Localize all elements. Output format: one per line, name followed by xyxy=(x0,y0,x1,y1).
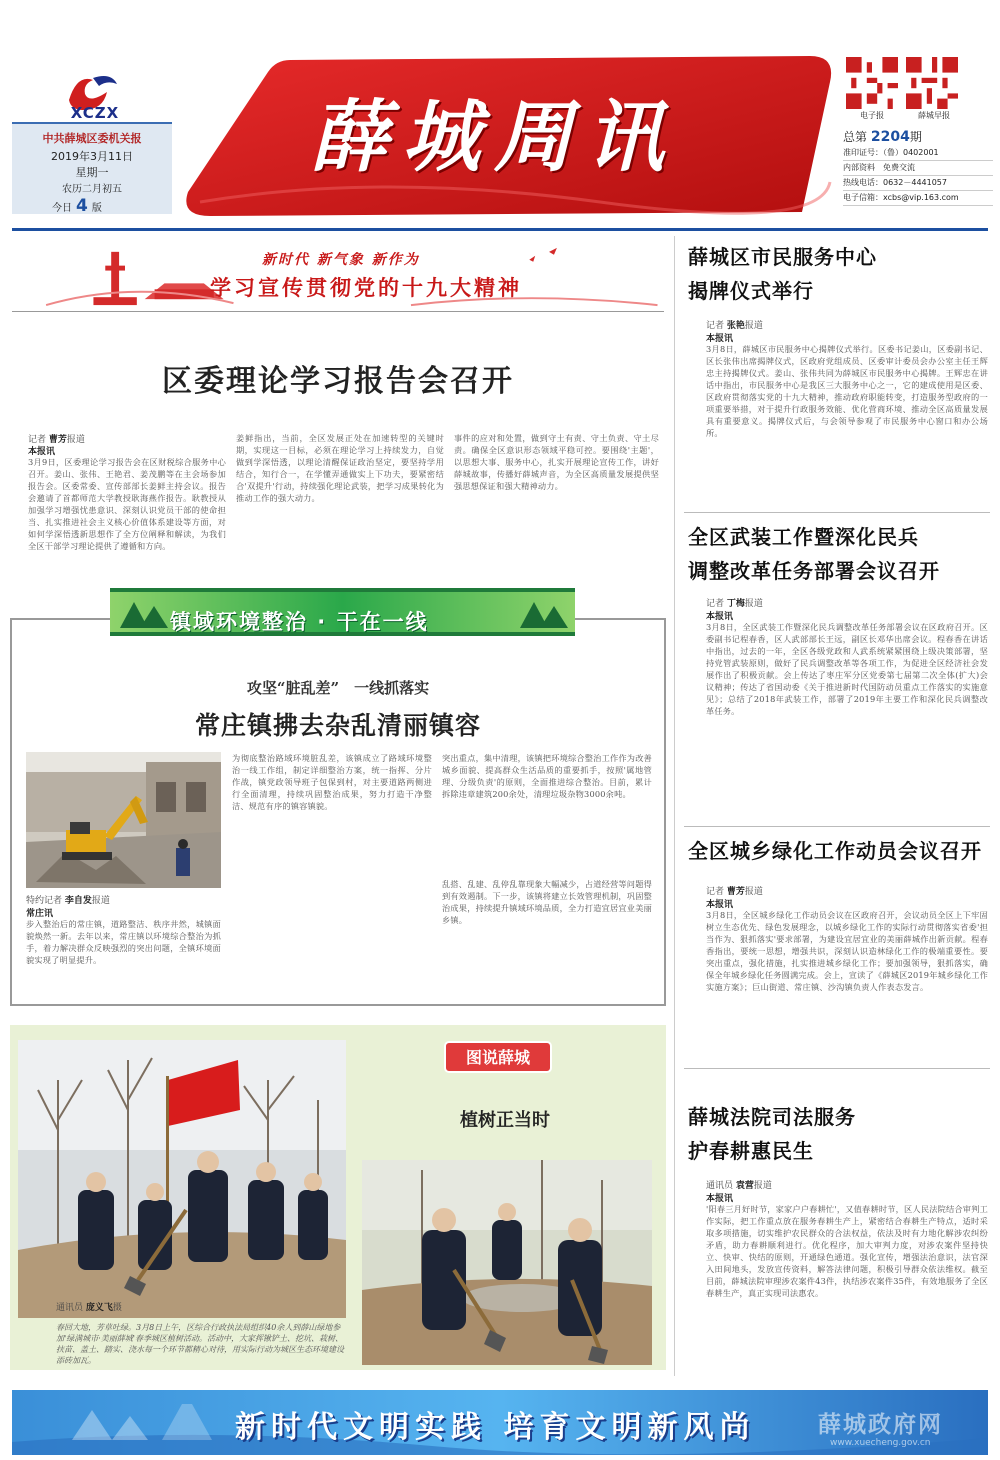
right-article-headline[interactable] xyxy=(688,1100,988,1168)
byline-suffix: 报道 xyxy=(744,599,763,609)
article-divider xyxy=(684,1068,990,1069)
byline xyxy=(706,596,906,609)
article-column: 为彻底整治路域环境脏乱差，该镇成立了路域环境整治一线工作组，制定详细整治方案，统一指挥、分片作战，镇党政领导班子包保到村，对主要道路两侧进行全面清理，持续巩固整治成果，努力打造干净整洁、规范有序的镇容镇貌。 xyxy=(232,753,432,811)
lead-label: 本报讯 xyxy=(706,612,734,622)
article-divider xyxy=(684,826,990,827)
photo-credit xyxy=(56,1300,256,1313)
tree-planting-photo[interactable] xyxy=(18,1040,346,1318)
qr-label: 薛城早报 xyxy=(918,111,950,120)
credit-role: 通讯员 xyxy=(56,1303,84,1313)
issue-suffix: 期 xyxy=(909,130,922,144)
site-watermark: 薛城政府网 xyxy=(818,1412,943,1438)
lead-label: 常庄讯 xyxy=(26,909,54,919)
article-column: 3月9日，区委理论学习报告会在区财税综合服务中心召开。姜山、张伟、王艳君、姜茂鹏等在主会场参加报告会。区委常委、宣传部部长姜鲜主持会议。报告会邀请了首都师范大学教授耿海燕作报告。耿教授从加强学习增强忧患意识、深刻认识党员干部的使命担当、扎实推进社会主义核心价值体系建设等方面，对如何学深悟透新思想作了全方位阐释和解读，为我们全区干部学习理论提供了遵循和方向。 xyxy=(28,457,226,551)
column-divider xyxy=(674,236,675,1376)
byline-role: 记者 xyxy=(706,599,725,609)
headline-line: 护春耕惠民生 xyxy=(688,1139,814,1163)
byline-suffix: 报道 xyxy=(744,321,763,331)
byline-suffix: 报道 xyxy=(66,435,85,445)
page-count xyxy=(52,196,162,216)
byline-suffix: 报道 xyxy=(744,887,763,897)
byline xyxy=(706,1178,906,1191)
byline-suffix: 报道 xyxy=(753,1181,772,1191)
page-count-number: 4 xyxy=(76,196,88,216)
article-column: 姜鲜指出，当前，全区发展正处在加速转型的关键时期，实现这一目标，必须在理论学习上持续发力，自觉做到学深悟透，以理论清醒保证政治坚定，要坚持学用结合，知行合一，在学懂弄通做实上下功夫，要紧密结合'双提升'行动，持续强化理论武装，把学习成果转化为推动工作的强大动力。 xyxy=(236,433,444,503)
issue-info xyxy=(843,128,993,206)
page-count-suffix: 版 xyxy=(91,203,102,214)
site-watermark-url: www.xuecheng.gov.cn xyxy=(830,1438,931,1448)
right-article-headline[interactable] xyxy=(688,240,988,308)
excavator-photo[interactable] xyxy=(26,752,221,888)
byline-suffix: 报道 xyxy=(91,896,110,906)
paper-lunar-date: 农历二月初五 xyxy=(62,184,122,195)
paper-org: 中共薛城区委机关报 xyxy=(42,132,142,145)
byline-role: 特约记者 xyxy=(26,896,63,906)
lead-label: 本报讯 xyxy=(706,334,734,344)
slogan-top: 新时代 新气象 新作为 xyxy=(262,252,420,268)
photo-tag-text: 图说薛城 xyxy=(465,1048,530,1067)
main-headline[interactable]: 区委理论学习报告会召开 xyxy=(162,364,514,399)
qr-code-icon[interactable] xyxy=(906,57,958,109)
town-banner-text: 镇域环境整治 · 干在一线 xyxy=(170,610,429,634)
right-article-headline[interactable] xyxy=(688,520,988,588)
logo-text: XCZX xyxy=(70,104,120,122)
issue-prefix: 总第 xyxy=(843,130,868,144)
article-column: 事件的应对和处置，做到守土有责、守土负责、守土尽责。确保全区意识形态领域平稳可控。要围绕'主题'，以思想大事、服务中心，扎实开展理论宣传工作，讲好薛城故事，传播好薛城声音，为全区高质量发展提供坚强思想保证和强大精神动力。 xyxy=(454,433,659,491)
headline-line: 全区武装工作暨深化民兵 xyxy=(688,525,919,549)
byline-role: 记者 xyxy=(706,321,725,331)
byline-name: 丁梅 xyxy=(726,599,745,609)
page-count-prefix: 今日 xyxy=(52,203,72,214)
byline-name: 李自发 xyxy=(64,896,92,906)
issue-number-value: 2204 xyxy=(870,129,910,145)
headline-line: 调整改革任务部署会议召开 xyxy=(688,559,940,583)
article-body: 3月8日，全区城乡绿化工作动员会议在区政府召开，会议动员全区上下牢固树立生态优先、绿色发展理念，以城乡绿化工作的实际行动贯彻落实省委'担当作为、狠抓落实'要求部署，为建设宜居宜业的美丽薛城作出新贡献。程春香指出，要统一思想，增强共识，深刻认识造林绿化工作的极端重要性。要突出重点，强化措施，扎实推进城乡绿化工作；要加强领导，狠抓落实，确保全年城乡绿化任务圆满完成。会上，宣读了《薛城区2019年城乡绿化工作实施方案》；巨山街道、常庄镇、沙沟镇负责人作表态发言。 xyxy=(706,910,988,992)
paper-date: 2019年3月11日 xyxy=(51,150,133,163)
byline xyxy=(706,318,906,331)
lead-label: 本报讯 xyxy=(706,900,734,910)
byline-role: 记者 xyxy=(28,435,47,445)
headline-line: 全区城乡绿化工作动员会议召开 xyxy=(688,839,982,863)
headline-line: 薛城法院司法服务 xyxy=(688,1105,856,1129)
byline-name: 曹芳 xyxy=(48,435,67,445)
town-byline xyxy=(26,893,221,906)
byline-name: 袁营 xyxy=(735,1181,754,1191)
town-headline[interactable]: 常庄镇拂去杂乱清丽镇容 xyxy=(194,711,481,740)
byline-role: 记者 xyxy=(706,887,725,897)
article-column: 步入整治后的常庄镇，道路整洁、秩序井然，城镇面貌焕然一新。去年以来，常庄镇以环境综合整治为抓手，着力解决群众反映强烈的突出问题，全镇环境面貌实现了明显提升。 xyxy=(26,919,221,965)
qr-code-icon[interactable] xyxy=(846,57,898,109)
photo-caption: 春回大地，芳草吐绿。3月8日上午，区综合行政执法局组织40余人到薛山绿地参加'绿满城市·美丽薛城'春季城区植树活动。活动中，大家挥锹铲土、挖坑、栽树、扶苗、盖土、踏实、浇水每一个环节都精心对待，用实际行动为城区生态环境建设添砖加瓦。 xyxy=(56,1323,344,1365)
lead-label: 本报讯 xyxy=(28,447,56,457)
newspaper-title: 薛城周讯 xyxy=(310,92,679,183)
headline-line: 揭牌仪式举行 xyxy=(688,279,814,303)
byline xyxy=(706,884,906,897)
slogan-main: 学习宣传贯彻党的十九大精神 xyxy=(210,276,522,300)
article-column: 突出重点，集中清理，该镇把环境综合整治工作作为改善城乡面貌、提高群众生活品质的重要抓手，按照'属地管理、分级负责'的原则，全面推进综合整治。目前，累计拆除违章建筑200余处，清理垃圾杂物3000余吨。 xyxy=(442,753,652,799)
byline-name: 张艳 xyxy=(726,321,745,331)
info-line: 内部资料 免费交流 xyxy=(843,161,993,176)
photo-title[interactable]: 植树正当时 xyxy=(460,1110,550,1131)
credit-suffix: 摄 xyxy=(112,1303,122,1313)
article-divider xyxy=(684,512,990,513)
email-link[interactable]: 电子信箱：xcbs@vip.163.com xyxy=(843,191,993,206)
article-body: 3月8日，薛城区市民服务中心揭牌仪式举行。区委书记姜山，区委副书记、区长张伟出席揭牌仪式，区政府党组成员、区委审计委员会办公室主任王辉忠主持揭牌仪式。姜山、张伟共同为薛城区市民服务中心揭牌。王辉忠在讲话中指出，市民服务中心是我区三大服务中心之一，它的建成使用是区委、区政府贯彻落实党的十九大精神，推动政府职能转变，打造服务型政府的一项重要举措，对于提升行政服务效能、优化营商环境、推动全区高质量发展具有重要意义。揭牌仪式后，与会领导参观了市民服务中心窗口和办公场所。 xyxy=(706,344,988,438)
article-body: '阳春三月好时节，家家户户春耕忙'，又值春耕时节，区人民法院结合审判工作实际，把工作重点放在服务春耕生产上，紧密结合春耕生产特点，适时采取多项措施，切实维护农民群众的合法权益，依法及时有力地化解涉农纠纷矛盾，助力春耕顺利进行。优化程序，加大审判力度，对涉农案件坚持快立、快审、快结的原则，开通绿色通道。强化宣传，增强法治意识，法官深入田间地头，发放宣传资料，解答法律问题，积极引导群众依法维权。截至目前，薛城法院审理涉农案件43件，执结涉农案件35件，有效地服务了全区春耕生产，真正实现司法惠农。 xyxy=(706,1204,988,1298)
credit-name: 庞义飞 xyxy=(85,1303,113,1313)
edition-info-panel xyxy=(12,122,172,214)
right-article-headline[interactable] xyxy=(688,834,988,868)
paper-weekday: 星期一 xyxy=(75,166,109,179)
byline-role: 通讯员 xyxy=(706,1181,734,1191)
bottom-banner-text: 新时代文明实践 培育文明新风尚 xyxy=(235,1410,756,1445)
qr-label: 电子报 xyxy=(860,111,884,120)
masthead-divider xyxy=(12,228,988,231)
lead-label: 本报讯 xyxy=(706,1194,734,1204)
shovel-planting-photo[interactable] xyxy=(362,1160,652,1365)
info-line: 准印证号：（鲁）0402001 xyxy=(843,146,993,161)
byline-name: 曹芳 xyxy=(726,887,745,897)
article-body: 3月8日，全区武装工作暨深化民兵调整改革任务部署会议在区政府召开。区委副书记程春香，区人武部部长王远，副区长邓华出席会议。程春香在讲话中指出，过去的一年，全区各级党政和人武系统紧紧围绕上级决策部署，坚持党管武装原则，做好了民兵调整改革等各项工作，为促进全区经济社会发展作出了积极贡献。会上传达了枣庄军分区党委第七届第二次全体(扩大)会议精神；传达了省国动委《关于推进新时代国防动员重点工作落实的实施意见》；总结了2018年武装工作，部署了2019年主要工作和深化民兵调整改革任务。 xyxy=(706,622,988,716)
issue-number xyxy=(843,128,993,146)
masthead xyxy=(0,0,1000,225)
town-kicker: 攻坚“脏乱差” 一线抓落实 xyxy=(246,679,430,697)
hotline: 热线电话：0632－4441057 xyxy=(843,176,993,191)
article-column: 乱搭、乱建、乱停乱靠现象大幅减少，占道经营等问题得到有效遏制。下一步，该镇将建立长效管理机制，巩固整治成果，持续提升镇域环境品质，全力打造宜居宜业美丽乡镇。 xyxy=(442,879,652,925)
headline-line: 薛城区市民服务中心 xyxy=(688,245,877,269)
